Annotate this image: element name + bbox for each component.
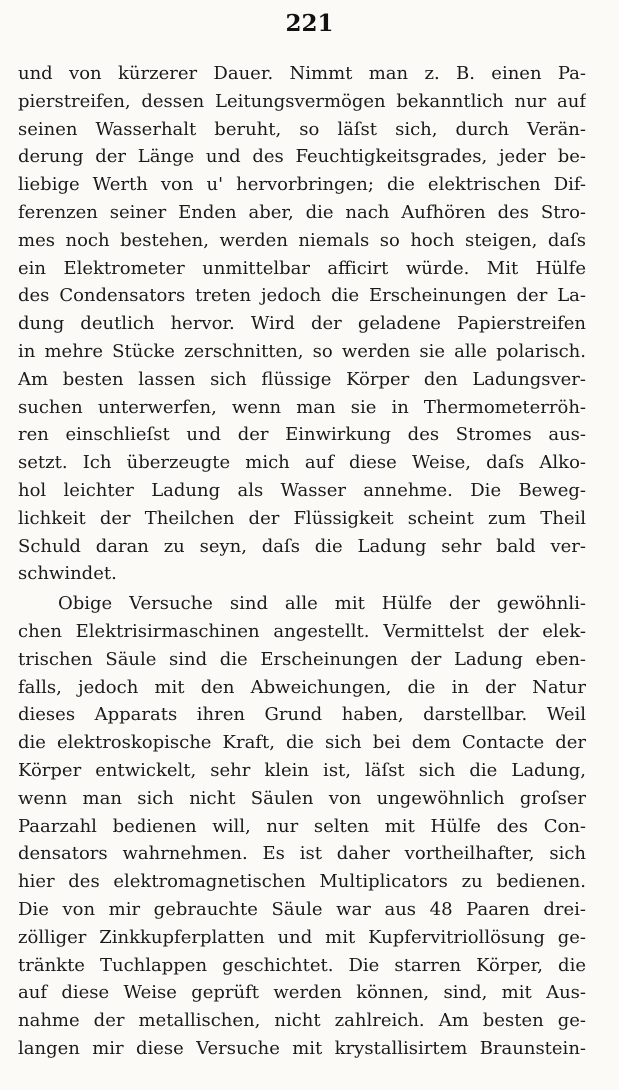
text-line: suchen unterwerfen, wenn man sie in Thermometerröh-: [18, 396, 586, 418]
text-line: nahme der metallischen, nicht zahlreich. Am besten ge-: [18, 1010, 586, 1032]
text-line: des Condensators treten jedoch die Erscheinungen der La-: [18, 285, 586, 307]
text-line: ferenzen seiner Enden aber, die nach Aufhören des Stro-: [18, 201, 586, 223]
text-line: trischen Säule sind die Erscheinungen der Ladung eben-: [18, 648, 586, 670]
text-line: derung der Länge und des Feuchtigkeitsgrades, jeder be-: [18, 146, 586, 168]
text-line: setzt. Ich überzeugte mich auf diese Weise, daſs Alko-: [18, 452, 586, 474]
text-line: Paarzahl bedienen will, nur selten mit Hülfe des Con-: [18, 815, 586, 837]
text-line: die elektroskopische Kraft, die sich bei dem Contacte der: [18, 732, 586, 754]
text-line: pierstreifen, dessen Leitungsvermögen bekanntlich nur auf: [18, 90, 586, 112]
page-number: 221: [285, 10, 334, 37]
text-line: Körper entwickelt, sehr klein ist, läſst sich die Ladung,: [18, 759, 586, 781]
text-line: hol leichter Ladung als Wasser annehme. Die Beweg-: [18, 479, 586, 501]
text-line: Am besten lassen sich flüssige Körper den Ladungsver-: [18, 368, 586, 390]
text-line: Schuld daran zu seyn, daſs die Ladung sehr bald ver-: [18, 535, 586, 557]
text-line: seinen Wasserhalt beruht, so läſst sich, durch Verän-: [18, 118, 586, 140]
text-line: wenn man sich nicht Säulen von ungewöhnlich groſser: [18, 787, 586, 809]
text-line: hier des elektromagnetischen Multiplicators zu bedienen.: [18, 871, 586, 893]
paragraph-2: [18, 590, 586, 1063]
text-line: in mehre Stücke zerschnitten, so werden sie alle polarisch.: [18, 340, 586, 362]
text-line: ein Elektrometer unmittelbar afficirt würde. Mit Hülfe: [18, 257, 586, 279]
page-text: [18, 60, 586, 1063]
paragraph-1: [18, 60, 586, 588]
text-line: tränkte Tuchlappen geschichtet. Die starren Körper, die: [18, 954, 586, 976]
text-line: dung deutlich hervor. Wird der geladene Papierstreifen: [18, 313, 586, 335]
text-line: auf diese Weise geprüft werden können, sind, mit Aus-: [18, 982, 586, 1004]
text-line: und von kürzerer Dauer. Nimmt man z. B. einen Pa-: [18, 63, 586, 84]
text-line: dieses Apparats ihren Grund haben, darstellbar. Weil: [18, 704, 586, 726]
text-line: densators wahrnehmen. Es ist daher vortheilhafter, sich: [18, 843, 586, 865]
text-line: mes noch bestehen, werden niemals so hoch steigen, daſs: [18, 229, 586, 251]
text-line: Obige Versuche sind alle mit Hülfe der gewöhnli-: [58, 593, 586, 615]
text-line: schwindet.: [18, 563, 117, 585]
text-line: Die von mir gebrauchte Säule war aus 48 Paaren drei-: [18, 898, 586, 920]
text-line: zölliger Zinkkupferplatten und mit Kupfervitriollösung ge-: [18, 926, 586, 948]
text-line: ren einschlieſst und der Einwirkung des Stromes aus-: [18, 424, 586, 446]
text-line: liebige Werth von u' hervorbringen; die elektrischen Dif-: [18, 174, 586, 196]
text-line: falls, jedoch mit den Abweichungen, die in der Natur: [18, 676, 586, 698]
text-line: langen mir diese Versuche mit krystallisirtem Braunstein-: [18, 1037, 586, 1059]
text-line: lichkeit der Theilchen der Flüssigkeit scheint zum Theil: [18, 507, 586, 529]
text-line: chen Elektrisirmaschinen angestellt. Vermittelst der elek-: [18, 620, 586, 642]
